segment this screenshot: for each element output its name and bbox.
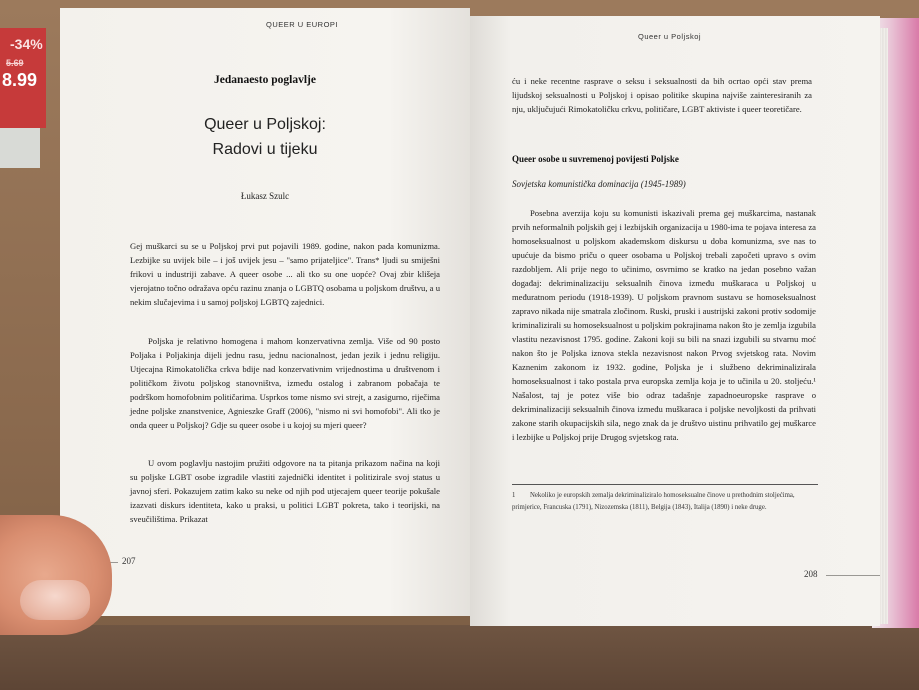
chapter-title-line-2: Radovi u tijeku [212, 141, 318, 158]
left-page [60, 8, 470, 616]
sub-heading: Sovjetska komunistička dominacija (1945-1989) [512, 179, 686, 189]
paragraph-1: Gej muškarci su se u Poljskoj prvi put pojavili 1989. godine, nakon pada komunizma. Lezbijke su uvijek bile – i još uvijek jesu – "samo prijateljice". Trans* ljudi su smiješni frikovi u industriji zabave. A queer osobe ... ali tko su one uopće? Ovaj zbir klišeja vjerojatno točno odražava opću razinu znanja o LGBTQ osobama u poljskom društvu, a u nekim slučajevima i u samoj poljskoj LGBTQ zajednici. [130, 241, 440, 307]
discount-label: -34% [10, 36, 43, 52]
running-head: Queer u Poljskoj [638, 32, 702, 41]
page-number: 207 [122, 556, 136, 566]
price-sticker [0, 28, 46, 128]
price-label: 8.99 [2, 70, 38, 90]
section-heading: Queer osobe u suvremenoj povijesti Poljske [512, 154, 679, 164]
footnote-number: 1 [512, 492, 516, 499]
folio-rule [826, 575, 880, 576]
running-head: QUEER U EUROPI [266, 20, 339, 29]
chapter-title-line-1: Queer u Poljskoj: [204, 116, 326, 133]
chapter-label: Jedanaesto poglavlje [214, 74, 316, 86]
old-price: 5.69 [6, 58, 24, 68]
continuation-paragraph: ću i neke recentne rasprave o seksu i seksualnosti da bih ocrtao opći stav prema lijudskoj seksualnosti u Poljskoj i opisao politike skupina najviše zainteresiranih za nju, uključujući Rimokatoličku crkvu, političare, LGBT aktiviste i queer teoretičare. [512, 76, 812, 114]
table-edge [0, 625, 919, 690]
right-page [470, 16, 880, 626]
background-object [0, 128, 40, 168]
body-paragraph: Posebna averzija koju su komunisti iskazivali prema gej muškarcima, nastanak prvih neformalnih poljskih gej i lezbijskih organizacija u 1980-ima te pojava interesa za homoseksualnost u poljskom akademskom diskursu u doba komunizma, sve nas to upućuje da bismo priču o queer osobama u Poljskoj trebali započeti upravo s ovim razdobljem. Ali prije nego to učinimo, osvrnimo se kratko na jedan posebno važan događaj: dekriminalizaciju seksualnih činova između muškaraca u Poljskoj u međuratnom periodu (1918-1939). U poljskom pravnom sustavu se homoseksualnost zapravo nikada nije smatrala zločinom. Ruski, pruski i austrijski zakoni protiv sodomije kriminalizirali su homoseksualnost u poljskim pokrajinama nakon što je zemlja izgubila vlastitu nezavisnost 1795. godine. Zakoni koji su bili na snazi izgubili su stvarnu moć nakon što je Poljska iznova stekla nezavisnost nakon Prvog svjetskog rata. Novim Kaznenim zakonom iz 1932. godine, Poljska je i službeno dekriminalizirala homoseksualnost i tako postala prva europska zemlja koja je to učinila u 20. stoljeću.¹ Našalost, taj je potez više bio odraz tadašnje zapadnoeuropske rasprave o dekriminalizaciji seksualnih činova između muškaraca i poljske nevoljkosti da prihvati zakone starih okupacijskih sila, nego znak da je društvo uistinu prihvatilo gej muškarce i lezbijke u Poljskoj prije Drugog svjetskog rata. [512, 208, 816, 442]
author-name: Łukasz Szulc [240, 191, 290, 201]
page-edges [880, 28, 888, 624]
footnote-rule [512, 484, 818, 485]
paragraph-2: Poljska je relativno homogena i mahom konzervativna zemlja. Više od 90 posto Poljaka i Poljakinja dijeli jednu rasu, jednu nacionalnost, jedan jezik i jednu religiju. Utjecajna Rimokatolička crkva bdije nad konzervativnim vrijednostima u društvenom i političkom životu poljskog stanovništva, između ostalog i zabranom pobačaja te podrškom homofobnim političarima. Usprkos tome nismo svi strejt, a zasigurno, riječima jedne poljske znanstvenice, Agnieszke Graff (2006), "nismo ni svi homofobi". Ali tko je onda queer u Poljskoj? Gdje su queer osobe i u kojoj su mjeri queer? [130, 336, 440, 430]
paragraph-3: U ovom poglavlju nastojim pružiti odgovore na ta pitanja prikazom načina na koji su poljske LGBT osobe izgradile vlastiti zajednički identitet i politizirale svoj status u javnoj sferi. Pokazujem zatim kako su neke od njih pod utjecajem queer teorije pokušale izazvati diskurs identiteta, kako u praksi, u politici LGBT pokreta, tako i teorijski, na sveučilištima. Prikazat [130, 458, 440, 524]
thumbnail [20, 580, 90, 620]
footnote [512, 490, 818, 514]
footnote-text: Nekoliko je europskih zemalja dekriminaliziralo homoseksualne činove u prethodnim stoljećima, primjerice, Francuska (1791), Nizozemska (1811), Belgija (1843), Italija (1890) i neke druge. [512, 492, 795, 511]
page-number: 208 [804, 569, 818, 579]
